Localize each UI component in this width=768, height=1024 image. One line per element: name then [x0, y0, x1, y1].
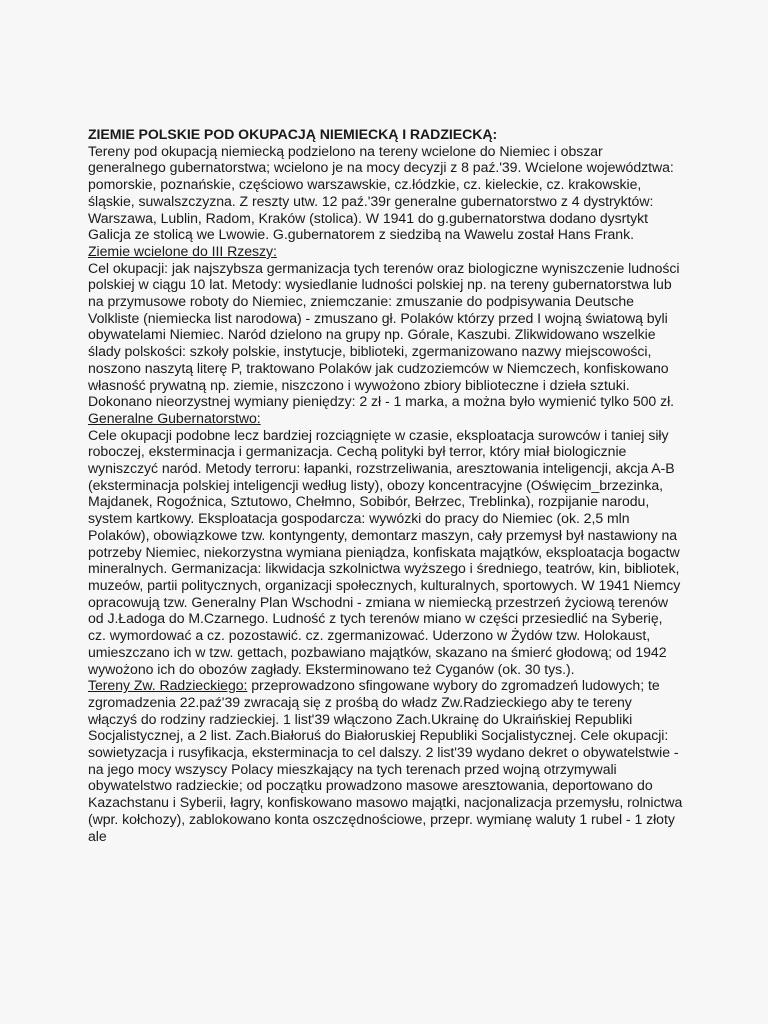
section-text-soviet-territories: przeprowadzono sfingowane wybory do zgromadzeń ludowych; te zgromadzenia 22.paź'39 zwracają się z prośbą do władz Zw.Radzieckiego aby te tereny włączyś do rodziny radzieckiej. 1 list'39 włączono Zach.Ukrainę do Ukraińskiej Republiki Socjalistycznej, a 2 list. Zach.Białoruś do Białoruskiej Republiki Socjalistycznej. Cele okupacji: sowietyzacja i rusyfikacja, eksterminacja to cel dalszy. 2 list'39 wydano dekret o obywatelstwie - na jego mocy wszyscy Polacy mieszkający na tych terenach przed wojną otrzymywali obywatelstwo radzieckie; od początku prowadzono masowe aresztowania, deportowano do Kazachstanu i Syberii, łagry, konfiskowano masowo majątki, nacjonalizacja przemysłu, rolnictwa (wpr. kołchozy), zablokowano konta oszczędnościowe, przepr. wymianę waluty 1 rubel - 1 złoty ale — [88, 677, 683, 844]
section-heading-soviet-territories: Tereny Zw. Radzieckiego: — [88, 677, 248, 694]
intro-paragraph: Tereny pod okupacją niemiecką podzielono na tereny wcielone do Niemiec i obszar generalnego gubernatorstwa; wcielono je na mocy decyzji z 8 paź.'39. Wcielone województwa: pomorskie, poznańskie, częściowo warszawskie, cz.łódzkie, cz. kieleckie, cz. krakowskie, śląskie, suwalszczyzna. Z reszty utw. 12 paź.'39r generalne gubernatorstwo z 4 dystryktów: Warszawa, Lublin, Radom, Kraków (stolica). W 1941 do g.gubernatorstwa dodano dysrtykt Galicja ze stolicą we Lwowie. G.gubernatorem z siedzibą na Wawelu został Hans Frank. — [88, 142, 674, 243]
section-text-annexed-lands: Cel okupacji: jak najszybsza germanizacja tych terenów oraz biologiczne wyniszczenie ludności polskiej w ciągu 10 lat. Metody: wysiedlanie ludności polskiej np. na tereny gubernatorstwa lub na przymusowe roboty do Niemiec, zniemczanie: zmuszanie do podpisywania Deutsche Volkliste (niemiecka list narodowa) - zmuszano gł. Polaków którzy przed I wojną światową byli obywatelami Niemiec. Naród dzielono na grupy np. Górale, Kaszubi. Zlikwidowano wszelkie ślady polskości: szkoły polskie, instytucje, biblioteki, zgermanizowano nazwy miejscowości, noszono naszytą literę P, traktowano Polaków jak cudzoziemców w Niemczech, konfiskowano własność prywatną np. ziemie, niszczono i wywożono zbiory biblioteczne i dzieła sztuki. Dokonano nieorzystnej wymiany pieniędzy: 2 zł - 1 marka, a można było wymienić tylko 500 zł. — [88, 259, 680, 410]
section-soviet-territories — [88, 677, 684, 844]
section-heading-annexed-lands — [88, 243, 684, 260]
section-heading-general-government — [88, 410, 684, 427]
section-text-general-government: Cele okupacji podobne lecz bardziej rozciągnięte w czasie, eksploatacja surowców i taniej siły roboczej, eksterminacja i germanizacja. Cechą polityki był terror, który miał biologicznie wyniszczyć naród. Metody terroru: łapanki, rozstrzeliwania, aresztowania inteligencji, akcja A-B (eksterminacja polskiej inteligencji według listy), obozy koncentracyjne (Oświęcim_brzezinka, Majdanek, Rogoźnica, Sztutowo, Chełmno, Sobibór, Bełrzec, Treblinka), rozpijanie narodu, system kartkowy. Eksploatacja gospodarcza: wywózki do pracy do Niemiec (ok. 2,5 mln Polaków), obowiązkowe tzw. kontyngenty, demontarz maszyn, cały przemysł był nastawiony na potrzeby Niemiec, niekorzystna wymiana pieniądza, konfiskata majątków, eksploatacja bogactw mineralnych. Germanizacja: likwidacja szkolnictwa wyższego i średniego, teatrów, kin, bibliotek, muzeów, partii politycznych, organizacji społecznych, kulturalnych, sportowych. W 1941 Niemcy opracowują tzw. Generalny Plan Wschodni - zmiana w niemiecką przestrzeń życiową terenów od J.Ładoga do M.Czarnego. Ludność z tych terenów miano w części przesiedlić na Syberię, cz. wymordować a cz. pozostawić. cz. zgermanizować. Uderzono w Żydów tzw. Holokaust, umieszczano ich w tzw. gettach, pozbawiano majątków, skazano na śmierć głodową; od 1942 wywożono ich do obozów zagłady. Eksterminowano też Cyganów (ok. 30 tys.). — [88, 426, 681, 677]
section-heading-general-government-label: Generalne Gubernatorstwo: — [88, 409, 261, 426]
section-heading-annexed-lands-label: Ziemie wcielone do III Rzeszy: — [88, 242, 277, 259]
document-body — [88, 126, 684, 844]
document-title: ZIEMIE POLSKIE POD OKUPACJĄ NIEMIECKĄ I RADZIECKĄ: — [88, 126, 498, 142]
